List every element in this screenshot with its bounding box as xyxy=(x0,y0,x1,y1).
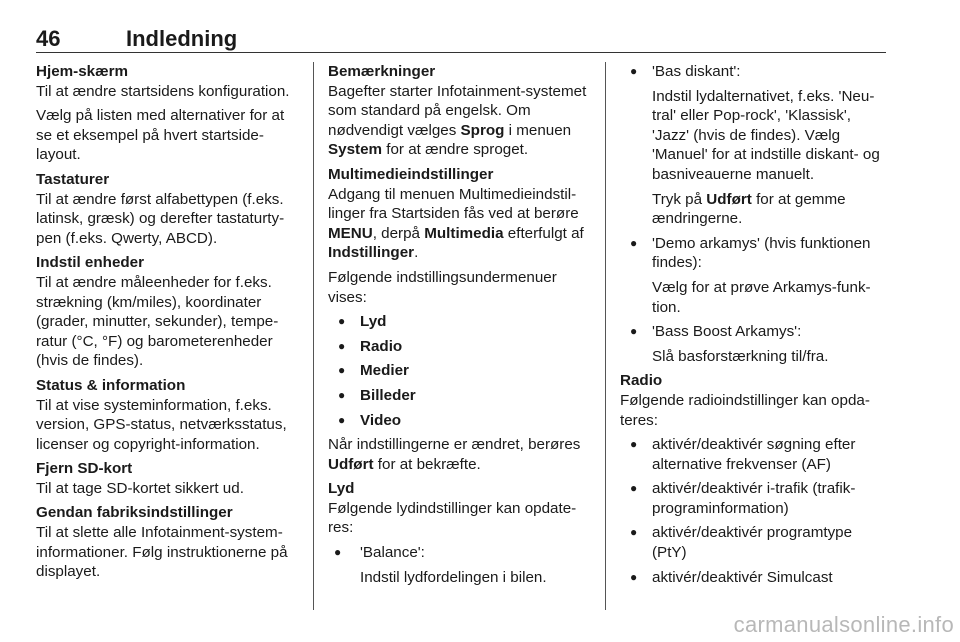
list-item: ● 'Bass Boost Arkamys': xyxy=(620,322,890,342)
section-text: Til at tage SD-kortet sikkert ud. xyxy=(36,479,244,497)
column-1 xyxy=(36,62,298,587)
list-item: ● Radio xyxy=(328,337,592,357)
section-text: Bagefter starter Infotainment-systemet som standard på engelsk. Om nødvendigt vælges Sprog i menuen System for at ændre sproget. xyxy=(328,82,587,159)
list-item: ● 'Balance': xyxy=(328,543,592,563)
section-multimedia xyxy=(328,165,592,474)
section-text: Til at ændre startsidens konfiguration. xyxy=(36,82,290,100)
sound-list-cont xyxy=(620,234,890,273)
watermark: carmanualsonline.info xyxy=(733,612,954,637)
column-2 xyxy=(328,62,592,592)
section-factory-reset xyxy=(36,503,298,581)
page-header xyxy=(36,26,886,52)
section-heading: Bemærkninger xyxy=(328,63,436,80)
section-text: Til at slette alle Infotainment-systeminformationer. Følg instruktionerne på displayet. xyxy=(36,524,288,581)
list-item: ● 'Demo arkamys' (hvis funktionen findes): xyxy=(620,234,890,273)
list-item: ● Video xyxy=(328,411,592,431)
column-divider xyxy=(605,62,606,610)
list-item-desc: Slå basforstærkning til/fra. xyxy=(652,347,829,365)
section-heading: Gendan fabriksindstillinger xyxy=(36,504,233,522)
list-item: ● aktivér/deaktivér i-trafik (trafikprograminformation) xyxy=(620,479,890,518)
chapter-title: Indledning xyxy=(126,26,238,51)
list-item: ● Medier xyxy=(328,361,592,381)
submenu-list xyxy=(328,312,592,430)
section-heading: Lyd xyxy=(328,480,355,498)
section-heading: Indstil enheder xyxy=(36,254,145,272)
section-status xyxy=(36,376,298,454)
list-item-desc: Indstil lydalternativet, f.eks. 'Neutral' eller Pop-rock', 'Klassisk', 'Jazz' (hvis de findes). Vælg 'Manuel' for at indstille diskant- og basniveauerne manuelt. xyxy=(652,87,880,183)
list-item-desc: Indstil lydfordelingen i bilen. xyxy=(360,568,547,586)
column-3 xyxy=(620,62,890,592)
list-item-desc: Tryk på Udført for at gemme ændringerne. xyxy=(652,190,846,228)
list-item: ● aktivér/deaktivér Simulcast xyxy=(620,568,890,588)
radio-list xyxy=(620,435,890,587)
list-item-desc: Vælg for at prøve Arkamys-funktion. xyxy=(652,278,871,316)
section-home-screen xyxy=(36,62,298,165)
section-text: Til at ændre måleenheder for f.eks. strækning (km/miles), koordinater (grader, minutter, sekunder), temperatur (°C, °F) og barometerenheder (hvis de findes). xyxy=(36,273,279,370)
section-radio xyxy=(620,371,890,587)
section-heading: Radio xyxy=(620,372,663,390)
page-number: 46 xyxy=(36,26,61,51)
list-item: ● Lyd xyxy=(328,312,592,332)
list-item: ● aktivér/deaktivér søgning efter alternative frekvenser (AF) xyxy=(620,435,890,474)
section-heading: Hjem-skærm xyxy=(36,63,129,80)
section-remove-sd xyxy=(36,459,298,498)
section-sound xyxy=(328,479,592,587)
list-item: ● 'Bas diskant': xyxy=(620,62,890,82)
section-keyboards xyxy=(36,170,298,248)
section-text: Til at ændre først alfabettypen (f.eks. latinsk, græsk) og derefter tastaturtypen (f.eks. Qwerty, ABCD). xyxy=(36,190,285,247)
section-heading: Tastaturer xyxy=(36,170,110,188)
section-text: Når indstillingerne er ændret, berøres Udført for at bekræfte. xyxy=(328,436,581,473)
section-text: Adgang til menuen Multimedieindstillinger fra Startsiden fås ved at berøre MENU, derpå Multimedia efterfulgt af Indstillinger. xyxy=(328,185,584,262)
section-heading: Fjern SD-kort xyxy=(36,460,133,478)
section-notes xyxy=(328,62,592,160)
header-rule xyxy=(36,52,886,53)
sound-list-cont xyxy=(620,62,890,82)
section-heading: Status & information xyxy=(36,376,186,394)
section-text: Til at vise systeminformation, f.eks. version, GPS-status, netværksstatus, licenser og copyright-information. xyxy=(36,396,287,453)
column-divider xyxy=(313,62,314,610)
section-text: Følgende radioindstillinger kan opdateres: xyxy=(620,391,870,429)
sound-list-cont xyxy=(620,322,890,342)
sound-list xyxy=(328,543,592,563)
section-units xyxy=(36,253,298,371)
section-text: Følgende indstillingsundermenuer vises: xyxy=(328,268,557,306)
section-text: Følgende lydindstillinger kan opdateres: xyxy=(328,499,577,537)
list-item: ● aktivér/deaktivér programtype (PtY) xyxy=(620,523,890,562)
section-heading: Multimedieindstillinger xyxy=(328,165,494,183)
section-text: Vælg på listen med alternativer for at se et eksempel på hvert startsidelayout. xyxy=(36,107,285,164)
list-item: ● Billeder xyxy=(328,386,592,406)
